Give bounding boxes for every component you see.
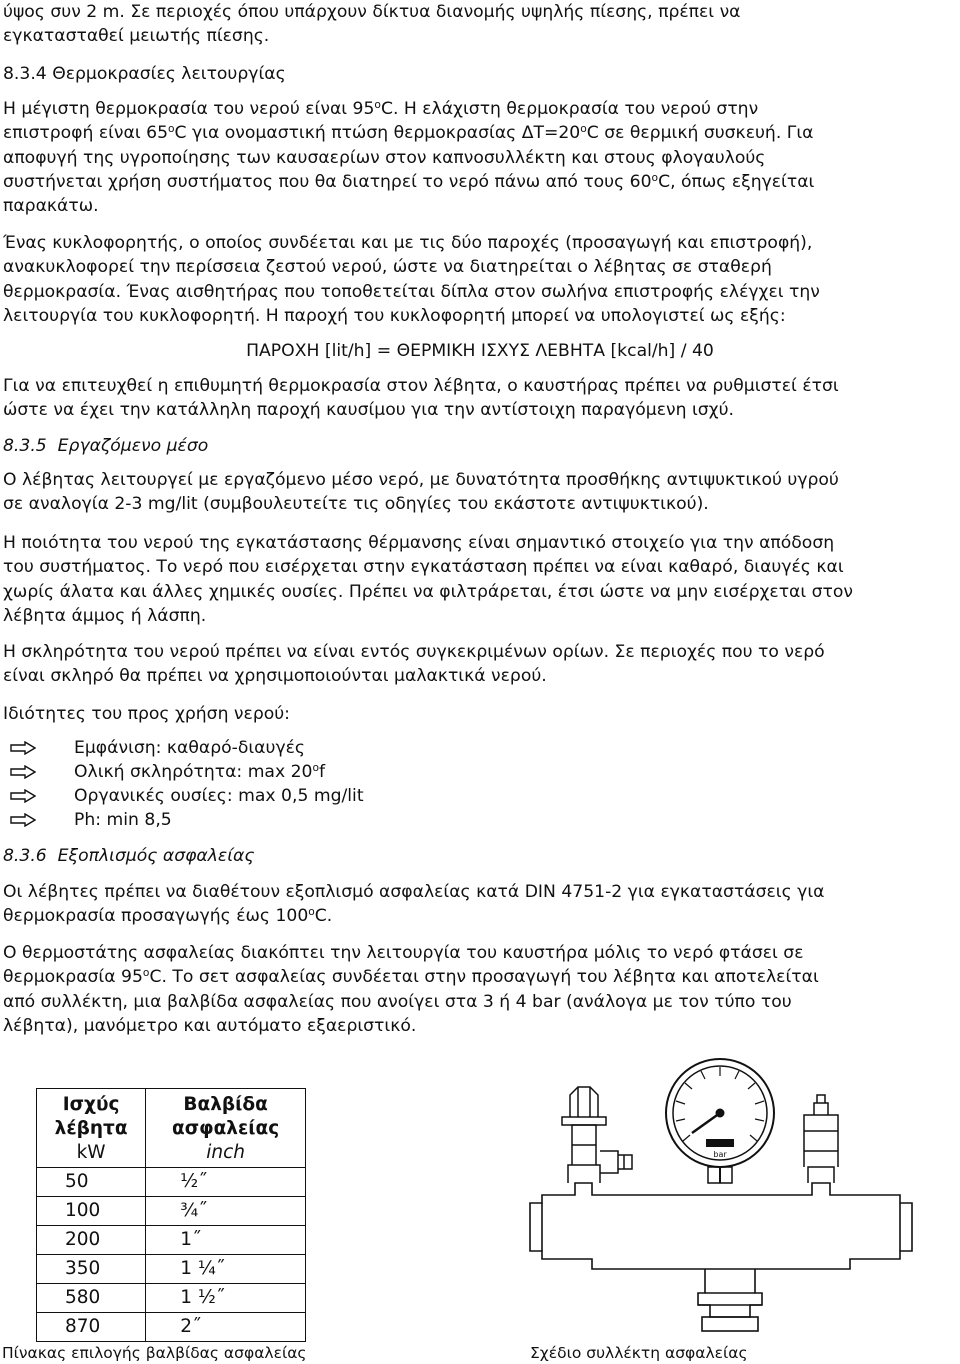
paragraph-medium-a: Ο λέβητας λειτουργεί με εργαζόμενο μέσο νερό, με δυνατότητα προσθήκης αντιψυκτικού υγρού [3, 470, 839, 490]
paragraph-quality-c: χωρίς άλατα και άλλες χημικές ουσίες. Πρέπει να φιλτράρεται, έτσι ώστε να μην εισέρχεται στον [3, 582, 854, 602]
paragraph-circulator-c: θερμοκρασία. Ένας αισθητήρας που τοποθετείται δίπλα στον σωλήνα επιστροφής ελέγχει την [3, 282, 820, 302]
hollow-right-arrow-icon [10, 741, 36, 755]
paragraph-circulator-d: λειτουργία του κυκλοφορητή. Η παροχή του κυκλοφορητή μπορεί να υπολογιστεί ως εξής: [3, 306, 786, 326]
list-item: Ολική σκληρότητα: $\max 20^of$ [10, 760, 325, 784]
paragraph-temps-e: παρακάτω. [3, 196, 99, 216]
table-row: 580 1 ½˝ [37, 1284, 306, 1313]
table-row: 200 1˝ [37, 1226, 306, 1255]
paragraph-temps-a: Η μέγιστη θερμοκρασία του νερού είναι $95^oC$. Η ελάχιστη θερμοκρασία του νερού στην [3, 98, 759, 119]
valve-selection-table [36, 1088, 306, 1342]
table-row: 100 ¾˝ [37, 1197, 306, 1226]
paragraph-pressure-a: ύψος συν 2 m. Σε περιοχές όπου υπάρχουν δίκτυα διανομής υψηλής πίεσης, πρέπει να [3, 2, 741, 22]
table-header-row [37, 1089, 306, 1168]
paragraph-circulator-b: ανακυκλοφορεί την περίσσεια ζεστού νερού, ώστε να διατηρείται ο λέβητας σε σταθερή [3, 257, 772, 277]
table-row: 870 2˝ [37, 1313, 306, 1342]
section-heading-835: 8.3.5 Εργαζόμενο μέσο [3, 436, 209, 456]
hollow-right-arrow-icon [10, 813, 36, 827]
paragraph-temps-d: συστήνεται χρήση συστήματος που θα διατηρεί το νερό πάνω από τους $60^oC$, όπως εξηγείται [3, 171, 815, 192]
figure-caption: Σχέδιο συλλέκτη ασφαλείας [530, 1344, 748, 1362]
safety-valve [562, 1087, 632, 1183]
manometer [666, 1059, 774, 1183]
paragraph-thermostat-b: θερμοκρασία $95^oC$. Το σετ ασφαλείας συνδέεται στην προσαγωγή του λέβητα και αποτελείται [3, 966, 819, 987]
list-item: Οργανικές ουσίες: max 0,5 mg/lit [10, 784, 364, 808]
paragraph-quality-d: λέβητα άμμος ή λάσπη. [3, 606, 207, 626]
list-item: Εμφάνιση: καθαρό-διαυγές [10, 736, 305, 760]
paragraph-burner-a: Για να επιτευχθεί η επιθυμητή θερμοκρασία στον λέβητα, ο καυστήρας πρέπει να ρυθμιστεί έτσι [3, 376, 839, 396]
paragraph-safety-a: Οι λέβητες πρέπει να διαθέτουν εξοπλισμό ασφαλείας κατά DIN 4751-2 για εγκαταστάσεις για [3, 882, 825, 902]
paragraph-thermostat-c: από συλλέκτη, μια βαλβίδα ασφαλείας που ανοίγει στα 3 ή 4 bar (ανάλογα με τον τύπο του [3, 992, 792, 1012]
section-heading-836: 8.3.6 Εξοπλισμός ασφαλείας [3, 846, 255, 866]
gauge-unit-label: bar [713, 1150, 727, 1159]
table-row: 350 1 ¼˝ [37, 1255, 306, 1284]
section-heading-834: 8.3.4 Θερμοκρασίες λειτουργίας [3, 64, 286, 84]
list-item: Ph: min 8,5 [10, 808, 172, 832]
hollow-right-arrow-icon [10, 789, 36, 803]
paragraph-temps-b: επιστροφή είναι $65^oC$ για ονομαστική πτώση θερμοκρασίας $\Delta T=20^oC$ σε θερμική συσκευή. Για [3, 122, 814, 143]
column-header-safety-valve: Βαλβίδα ασφαλείας inch [146, 1089, 306, 1168]
collector-body [530, 1183, 912, 1331]
hollow-right-arrow-icon [10, 765, 36, 779]
paragraph-circulator-a: Ένας κυκλοφορητής, ο οποίος συνδέεται και με τις δύο παροχές (προσαγωγή και επιστροφή), [3, 233, 813, 253]
automatic-air-vent [804, 1095, 838, 1183]
paragraph-thermostat-d: λέβητα), μανόμετρο και αυτόματο εξαεριστικό. [3, 1016, 417, 1036]
paragraph-hardness-b: είναι σκληρό θα πρέπει να χρησιμοποιούνται μαλακτικά νερού. [3, 666, 547, 686]
paragraph-quality-b: του συστήματος. Το νερό που εισέρχεται στην εγκατάσταση πρέπει να είναι καθαρό, διαυγές και [3, 557, 844, 577]
paragraph-quality-a: Η ποιότητα του νερού της εγκατάστασης θέρμανσης είναι σημαντικό στοιχείο για την απόδοση [3, 533, 835, 553]
flow-formula: ΠΑΡΟΧΗ [lit/h] = ΘΕΡΜΙΚΗ ΙΣΧΥΣ ΛΕΒΗΤΑ [kcal/h] / 40 [246, 341, 714, 361]
column-header-boiler-power: Ισχύς λέβητα kW [37, 1089, 146, 1168]
table-caption: Πίνακας επιλογής βαλβίδας ασφαλείας [2, 1344, 307, 1362]
paragraph-burner-b: ώστε να έχει την κατάλληλη παροχή καυσίμου για την αντίστοιχη παραγόμενη ισχύ. [3, 400, 735, 420]
paragraph-hardness-a: Η σκληρότητα του νερού πρέπει να είναι εντός συγκεκριμένων ορίων. Σε περιοχές που το νερό [3, 642, 825, 662]
paragraph-pressure-b: εγκατασταθεί μειωτής πίεσης. [3, 26, 270, 46]
paragraph-thermostat-a: Ο θερμοστάτης ασφαλείας διακόπτει την λειτουργία του καυστήρα μόλις το νερό φτάσει σε [3, 943, 804, 963]
table-row: 50 ½˝ [37, 1168, 306, 1197]
paragraph-temps-c: αποφυγή της υγροποίησης των καυσαερίων στον καπνοσυλλέκτη και στους φλογαυλούς [3, 148, 766, 168]
paragraph-safety-b: θερμοκρασία προσαγωγής έως $100^oC$. [3, 905, 333, 926]
paragraph-medium-b: σε αναλογία 2-3 mg/lit (συμβουλευτείτε τις οδηγίες του εκάστοτε αντιψυκτικού). [3, 494, 709, 514]
safety-collector-drawing [520, 1055, 940, 1340]
paragraph-properties-intro: Ιδιότητες του προς χρήση νερού: [3, 704, 290, 724]
